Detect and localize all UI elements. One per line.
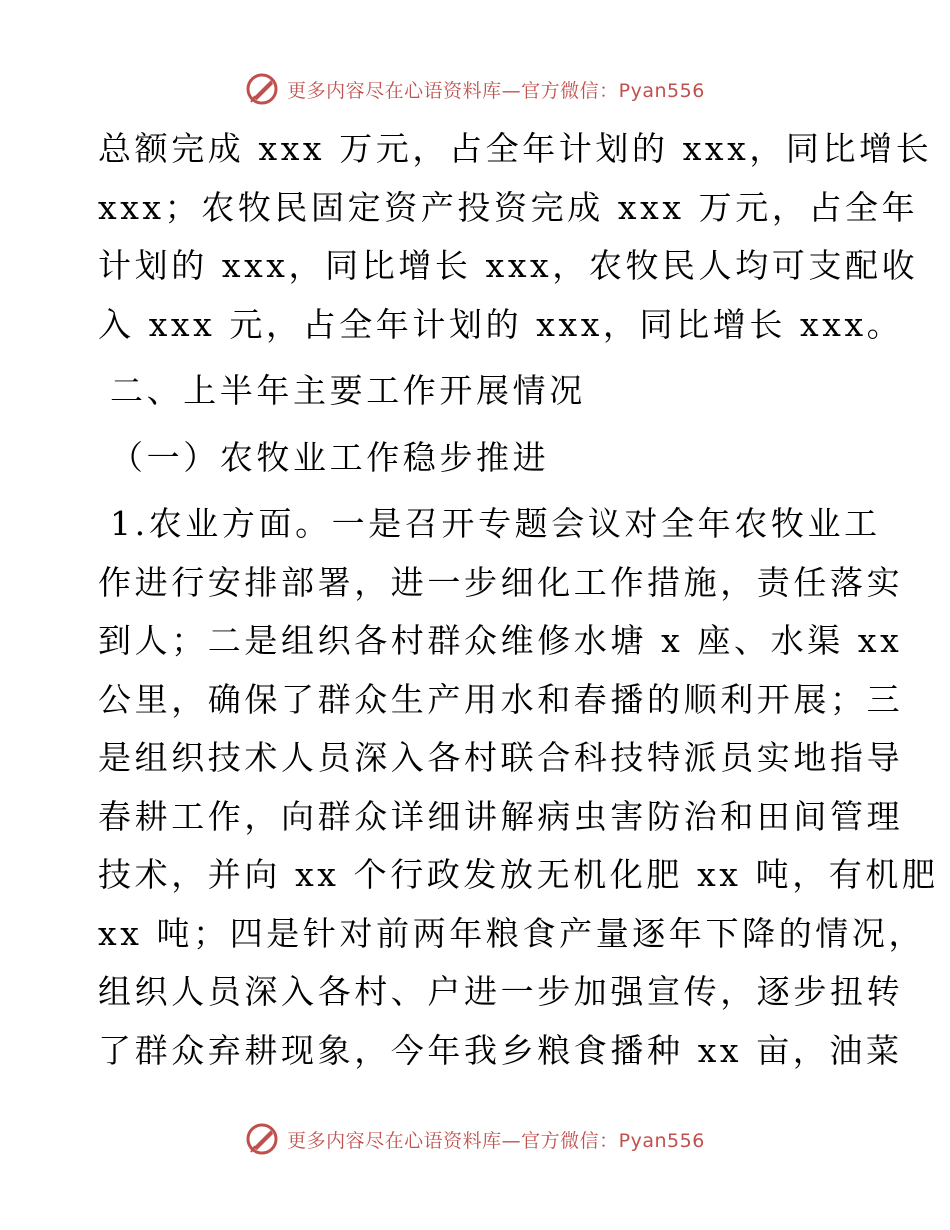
text-line: 公里，确保了群众生产用水和春播的顺利开展；三 <box>98 679 904 719</box>
quill-pen-logo-icon <box>245 1122 279 1156</box>
text-line: 1.农业方面。一是召开专题会议对全年农牧业工 <box>110 504 881 543</box>
text-line: 组织人员深入各村、户进一步加强宣传，逐步扭转 <box>98 972 904 1011</box>
text-line: 春耕工作，向群众详细讲解病虫害防治和田间管理 <box>98 796 904 836</box>
section-heading-2: 二、上半年主要工作开展情况 <box>110 371 586 410</box>
text-line: 到人；二是组织各村群众维修水塘 x 座、水渠 xx <box>98 621 903 660</box>
text-line: 是组织技术人员深入各村联合科技特派员实地指导 <box>98 738 904 777</box>
text-line: 技术，并向 xx 个行政发放无机化肥 xx 吨，有机肥 <box>98 855 939 894</box>
text-line: 入 xxx 元，占全年计划的 xxx，同比增长 xxx。 <box>98 304 904 344</box>
quill-pen-logo-icon <box>245 72 279 106</box>
text-line: xxx；农牧民固定资产投资完成 xxx 万元，占全年 <box>98 187 919 227</box>
watermark-banner-top <box>0 72 950 106</box>
text-line: 了群众弃耕现象，今年我乡粮食播种 xx 亩，油菜 <box>98 1030 903 1070</box>
paragraph-2 <box>98 495 939 1080</box>
text-line: xx 吨；四是针对前两年粮食产量逐年下降的情况， <box>98 913 926 953</box>
section-heading-3: （一）农牧业工作稳步推进 <box>110 437 550 477</box>
text-line: 总额完成 xxx 万元，占全年计划的 xxx，同比增长 <box>98 129 933 168</box>
watermark-banner-bottom <box>0 1122 950 1156</box>
watermark-text: 更多内容尽在心语资料库—官方微信：Pyan556 <box>287 79 705 102</box>
watermark-text: 更多内容尽在心语资料库—官方微信：Pyan556 <box>287 1129 705 1152</box>
document-body <box>98 120 939 1080</box>
paragraph-1 <box>98 120 933 354</box>
text-line: 计划的 xxx，同比增长 xxx，农牧民人均可支配收 <box>98 246 919 285</box>
text-line: 作进行安排部署，进一步细化工作措施，责任落实 <box>98 562 904 602</box>
